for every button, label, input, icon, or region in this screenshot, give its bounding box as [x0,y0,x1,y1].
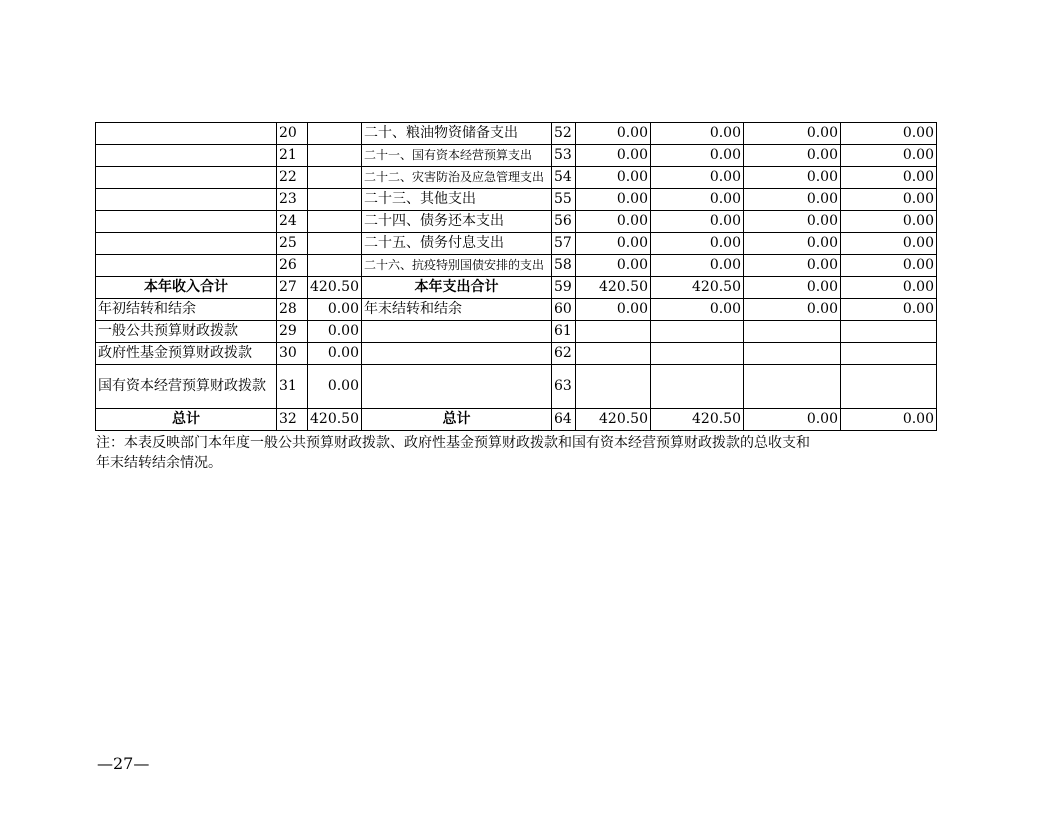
income-item-label: 政府性基金预算财政拨款 [96,343,277,365]
expense-item-label: 二十四、债务还本支出 [362,211,552,233]
state-capital-amount [841,343,937,365]
income-seq: 24 [277,211,308,233]
fund-budget-amount: 0.00 [744,145,841,167]
general-budget-amount: 0.00 [651,255,744,277]
expense-seq: 56 [552,211,576,233]
income-seq: 32 [277,409,308,431]
table-row [96,255,937,277]
expense-seq: 60 [552,299,576,321]
income-seq: 28 [277,299,308,321]
expense-item-label: 二十六、抗疫特别国债安排的支出 [362,255,552,277]
table-row [96,365,937,409]
income-amount [308,211,362,233]
expense-seq: 53 [552,145,576,167]
general-budget-amount: 0.00 [651,211,744,233]
income-item-label: 本年收入合计 [96,277,277,299]
income-seq: 25 [277,233,308,255]
table-row [96,211,937,233]
total-amount: 0.00 [576,211,651,233]
income-amount [308,145,362,167]
state-capital-amount: 0.00 [841,211,937,233]
income-item-label: 年初结转和结余 [96,299,277,321]
income-item-label [96,255,277,277]
state-capital-amount: 0.00 [841,277,937,299]
income-amount: 420.50 [308,277,362,299]
state-capital-amount: 0.00 [841,255,937,277]
total-amount [576,365,651,409]
income-item-label: 一般公共预算财政拨款 [96,321,277,343]
income-amount: 0.00 [308,321,362,343]
income-item-label [96,167,277,189]
expense-seq: 55 [552,189,576,211]
total-amount: 0.00 [576,233,651,255]
total-amount [576,343,651,365]
general-budget-amount: 0.00 [651,123,744,145]
income-seq: 26 [277,255,308,277]
expense-item-label: 二十二、灾害防治及应急管理支出 [362,167,552,189]
expense-seq: 63 [552,365,576,409]
budget-table [95,122,937,431]
expense-item-label: 总计 [362,409,552,431]
total-amount: 0.00 [576,299,651,321]
income-item-label [96,189,277,211]
table-row [96,343,937,365]
general-budget-amount [651,343,744,365]
income-seq: 20 [277,123,308,145]
fund-budget-amount: 0.00 [744,189,841,211]
expense-item-label: 二十、粮油物资储备支出 [362,123,552,145]
total-amount [576,321,651,343]
expense-seq: 58 [552,255,576,277]
expense-item-label [362,321,552,343]
general-budget-amount [651,365,744,409]
general-budget-amount: 0.00 [651,145,744,167]
state-capital-amount: 0.00 [841,233,937,255]
income-amount [308,123,362,145]
income-item-label [96,211,277,233]
fund-budget-amount: 0.00 [744,409,841,431]
income-seq: 23 [277,189,308,211]
income-amount [308,189,362,211]
income-item-label: 国有资本经营预算财政拨款 [96,365,277,409]
fund-budget-amount: 0.00 [744,255,841,277]
expense-item-label: 本年支出合计 [362,277,552,299]
income-item-label [96,233,277,255]
state-capital-amount: 0.00 [841,299,937,321]
expense-item-label: 二十一、国有资本经营预算支出 [362,145,552,167]
income-item-label: 总计 [96,409,277,431]
state-capital-amount: 0.00 [841,123,937,145]
expense-item-label: 年末结转和结余 [362,299,552,321]
income-seq: 30 [277,343,308,365]
expense-seq: 64 [552,409,576,431]
income-amount: 420.50 [308,409,362,431]
table-row [96,123,937,145]
expense-seq: 54 [552,167,576,189]
expense-seq: 52 [552,123,576,145]
income-amount [308,255,362,277]
total-amount: 0.00 [576,123,651,145]
total-amount: 0.00 [576,189,651,211]
table-row [96,167,937,189]
state-capital-amount [841,365,937,409]
income-amount: 0.00 [308,365,362,409]
total-amount: 420.50 [576,277,651,299]
fund-budget-amount: 0.00 [744,299,841,321]
total-amount: 420.50 [576,409,651,431]
total-amount: 0.00 [576,167,651,189]
fund-budget-amount [744,321,841,343]
expense-seq: 61 [552,321,576,343]
table-row [96,233,937,255]
general-budget-amount: 0.00 [651,299,744,321]
table-row [96,189,937,211]
income-amount [308,167,362,189]
general-budget-amount: 0.00 [651,233,744,255]
fund-budget-amount [744,365,841,409]
expense-item-label: 二十三、其他支出 [362,189,552,211]
fund-budget-amount: 0.00 [744,167,841,189]
table-footnote [96,433,856,473]
table-row [96,409,937,431]
total-amount: 0.00 [576,255,651,277]
table-row [96,299,937,321]
state-capital-amount: 0.00 [841,167,937,189]
general-budget-amount: 420.50 [651,409,744,431]
expense-item-label [362,343,552,365]
fund-budget-amount [744,343,841,365]
income-seq: 22 [277,167,308,189]
income-amount: 0.00 [308,299,362,321]
income-amount [308,233,362,255]
page-number: —27— [97,754,150,773]
expense-seq: 62 [552,343,576,365]
fund-budget-amount: 0.00 [744,233,841,255]
state-capital-amount: 0.00 [841,409,937,431]
table-row [96,321,937,343]
income-seq: 27 [277,277,308,299]
footnote-line-2: 年末结转结余情况。 [96,455,222,471]
general-budget-amount [651,321,744,343]
expense-item-label: 二十五、债务付息支出 [362,233,552,255]
general-budget-amount: 0.00 [651,167,744,189]
table-row [96,145,937,167]
expense-seq: 59 [552,277,576,299]
income-seq: 31 [277,365,308,409]
income-item-label [96,123,277,145]
expense-item-label [362,365,552,409]
income-seq: 29 [277,321,308,343]
state-capital-amount: 0.00 [841,189,937,211]
general-budget-amount: 420.50 [651,277,744,299]
income-amount: 0.00 [308,343,362,365]
state-capital-amount: 0.00 [841,145,937,167]
fund-budget-amount: 0.00 [744,277,841,299]
fund-budget-amount: 0.00 [744,211,841,233]
total-amount: 0.00 [576,145,651,167]
footnote-line-1: 注：本表反映部门本年度一般公共预算财政拨款、政府性基金预算财政拨款和国有资本经营预算财政拨款的总收支和 [96,435,810,451]
expense-seq: 57 [552,233,576,255]
income-item-label [96,145,277,167]
state-capital-amount [841,321,937,343]
fund-budget-amount: 0.00 [744,123,841,145]
table-row [96,277,937,299]
income-seq: 21 [277,145,308,167]
general-budget-amount: 0.00 [651,189,744,211]
